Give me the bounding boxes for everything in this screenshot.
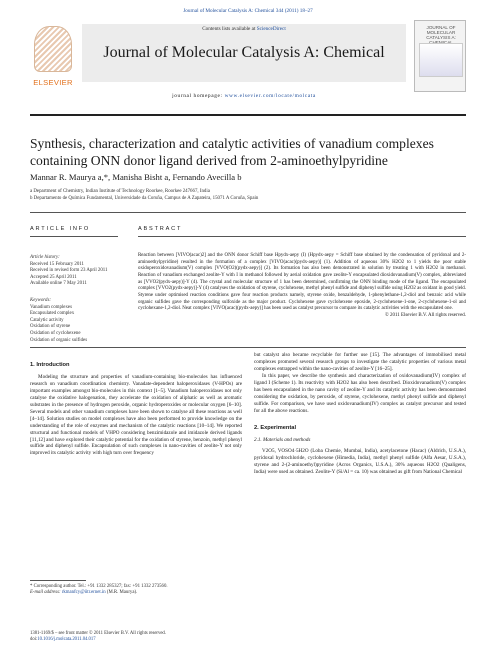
abstract-label: ABSTRACT [138,226,183,232]
footnote [30,584,242,597]
email-link[interactable]: rkmanfcy@iitr.ernet.in [61,590,106,596]
body-paragraph: In this paper, we describe the synthesis and characterization of oxidovanadium(IV) complex of ligand I (Scheme 1). Its reactivity with H2O2 has also been described. Dioxidovanadium(V) complex has been encapsulated in the nano cavity of zeolite-Y and its catalytic activity has been demonstrated considering the oxidation, by peroxide, of styrene, cyclohexene, methyl phenyl sulfide and diphenyl sulfide. For comparison, we have used oxidovanadium(IV) complex as catalyst precursor and tested for all the above reactions. [254,372,466,414]
author-list: Mannar R. Maurya a,*, Manisha Bisht a, Fernando Avecilla b [30,172,242,182]
subsection-heading: 2.1. Materials and methods [254,436,311,443]
history-item: Accepted 25 April 2011 [30,274,77,280]
header-rule [30,114,466,116]
email-label: E-mail address: [30,590,62,596]
email-suffix: (M.R. Maurya). [105,590,138,596]
cover-title: JOURNAL OF MOLECULAR CATALYSIS A: [426,25,456,40]
affiliation-rule [30,212,466,213]
corresponding-author-note: * Corresponding author. Tel.: +91 1332 285327; fax: +91 1332 273560. [30,584,168,589]
footnote-rule [30,580,86,581]
history-header: Article history: [30,255,60,260]
sciencedirect-link[interactable]: ScienceDirect [256,26,286,32]
abstract-rule [138,236,466,237]
body-paragraph: but catalyst also became recyclable for further use [15]. The advantages of immobilised metal complexes promoted several research groups to investigate the catalytic properties of various metal complexes entrapped within the nano-cavities of zeolite-Y [16–25]. [254,352,466,372]
affiliation-b: b Departamento de Química Fundamental, Universidade da Coruña, Campus de A Zapateira, 15071 A Coruña, Spain [30,196,259,201]
publisher-name: ELSEVIER [33,78,73,87]
homepage-prefix: journal homepage: [172,93,225,99]
abstract [138,253,466,320]
doi-prefix: doi: [30,637,38,643]
history-item: Available online 7 May 2011 [30,281,87,287]
copyright-line: © 2011 Elsevier B.V. All rights reserved. [385,312,466,318]
journal-title: Journal of Molecular Catalysis A: Chemical [103,44,385,61]
keyword: Vanadium complexes [30,304,72,310]
publisher-logo [30,20,76,94]
article-info [30,255,118,348]
section-heading-experimental: 2. Experimental [254,424,297,431]
contents-line [82,26,406,32]
front-matter-footer [30,631,166,643]
left-column [30,354,242,457]
keyword: Catalytic activity [30,317,64,323]
history-item: Received 15 February 2011 [30,261,85,267]
homepage-link[interactable]: www.elsevier.com/locate/molcata [224,93,316,99]
homepage-line [82,93,406,99]
issn-line: 1381-1169/$ – see front matter © 2011 Elsevier B.V. All rights reserved. [30,631,166,636]
section-heading-introduction: 1. Introduction [30,362,70,368]
journal-masthead [30,20,470,106]
history-item: Received in revised form 23 April 2011 [30,268,108,274]
article-info-label: ARTICLE INFO [30,226,91,232]
running-head: Journal of Molecular Catalysis A: Chemical 344 (2011) 18–27 [183,8,313,14]
keywords-header: Keywords: [30,297,52,303]
right-column [254,352,466,476]
affiliation-a: a Department of Chemistry, Indian Institute of Technology Roorkee, Roorkee 247667, India [30,189,210,194]
keyword: Oxidation of cyclohexene [30,330,81,336]
doi-line [30,637,166,643]
contents-prefix: Contents lists available at [202,26,257,32]
abstract-text: Reaction between [VIVO(acac)2] and the ONN donor Schiff base Hpydx-aepy (I) (Hpydx-aepy = Schiff base obtained by the condensation of pyridoxal and 2-aminoethylpyridine) resulted in the formation of a complex [VIVO(acac)(pydx-aepy)] (1). Addition of aqueous 30% H2O2 to 1 yields the poor stable oxidoperoxidovanadium(V) complex [VVO(O2)(pydx-aepy)] (2). Its formation has also been demonstrated in solution by treating 1 with H2O2 in methanol. Reaction of vanadium exchanged zeolite-Y with I in methanol followed by aerial oxidation gave zeolite-Y encapsulated dioxidovanadium(V) complex, abbreviated as [VVO2(pydx-aepy)]-Y (4). The crystal and molecular structure of 1 has been determined, confirming the ONN binding mode of the ligand. The encapsulated complex [VVO2(pydx-aepy)]-Y (4) catalyses the oxidation of styrene, cyclohexene, methyl phenyl sulfide and diphenyl sulfide using H2O2 as oxidant in good yield. Styrene under optimised reaction conditions gave four reaction products namely, styrene oxide, benzaldehyde, 1-phenylethane-1,2-diol and benzoic acid while organic sulfides gave the corresponding sulfoxide as the major product. Cyclohexene gave cyclohexene epoxide, 2-cyclohexene-1-one, 2-cyclohexene-1-ol and cyclohexane-1,2-diol. Neat complex [VIVO(acac)(pydx-aepy)] has been used as catalyst precursor to compare its catalytic activities with the encapsulated one. [138,253,466,312]
keyword: Oxidation of organic sulfides [30,337,88,343]
abstract-bottom-rule [30,347,466,348]
body-paragraph: V2O5, VOSO4·5H2O (Loba Chemie, Mumbai, India), acetylacetone (Hacac) (Aldrich, U.S.A.), pyridoxal hydrochloride, cyclohexene (Himedia, India), methyl phenyl sulfide (Alfa Aesar, U.S.A.), styrene and 2-(2-aminoethyl)pyridine (Acros Organics, U.S.A.), 30% aqueous H2O2 (Qualigens, India) were used as obtained. Zeolite-Y (Si/Al = ca. 10) was obtained as gift from National Chemical [254,448,466,476]
doi-link[interactable]: 10.1016/j.molcata.2011.04.017 [37,637,96,643]
email-note [30,590,242,596]
body-paragraph: Modeling the structure and properties of vanadium-containing bio-molecules has influenced research on vanadium coordination chemistry. Vanadate-dependent haloperoxidases (V-HPOs) are important examples amongst bio-molecules in this context [1–5]. Vanadium haloperoxidases not only catalyse the oxidative halogenation, they accelerate the oxidation of aliphatic as well as aromatic substrates in the presence of hydrogen peroxide, organic hydroperoxides or molecular oxygen [6–10]. Several models and other vanadium complexes have been shown to catalyse all these reactions as well [4–14]. Solution studies on model complexes have also been performed to provide knowledge on the understanding of the role of enzymes and mechanism of the catalytic reactions [10–14]. We reported structural and functional models of VHPO considering benzimidazole and imidazole derived ligands [11,12] and have explored their catalytic potential for the oxidation of styrene, benzoin, methyl phenyl sulfide and diphenyl sulfide. Encapsulation of such complexes in nano-cavities of zeolite-Y not only improved its catalytic activity with high turn over frequency [30,373,242,457]
elsevier-tree-icon [34,26,72,72]
keyword: Encapsulated complex [30,311,75,317]
article-info-rule [30,236,118,237]
cover-art [419,43,463,77]
article-title: Synthesis, characterization and catalytic activities of vanadium complexes containing ONN donor ligand derived from 2-aminoethylpyridine [30,136,434,168]
keyword: Oxidation of styrene [30,324,71,330]
journal-cover-thumbnail [414,20,466,92]
